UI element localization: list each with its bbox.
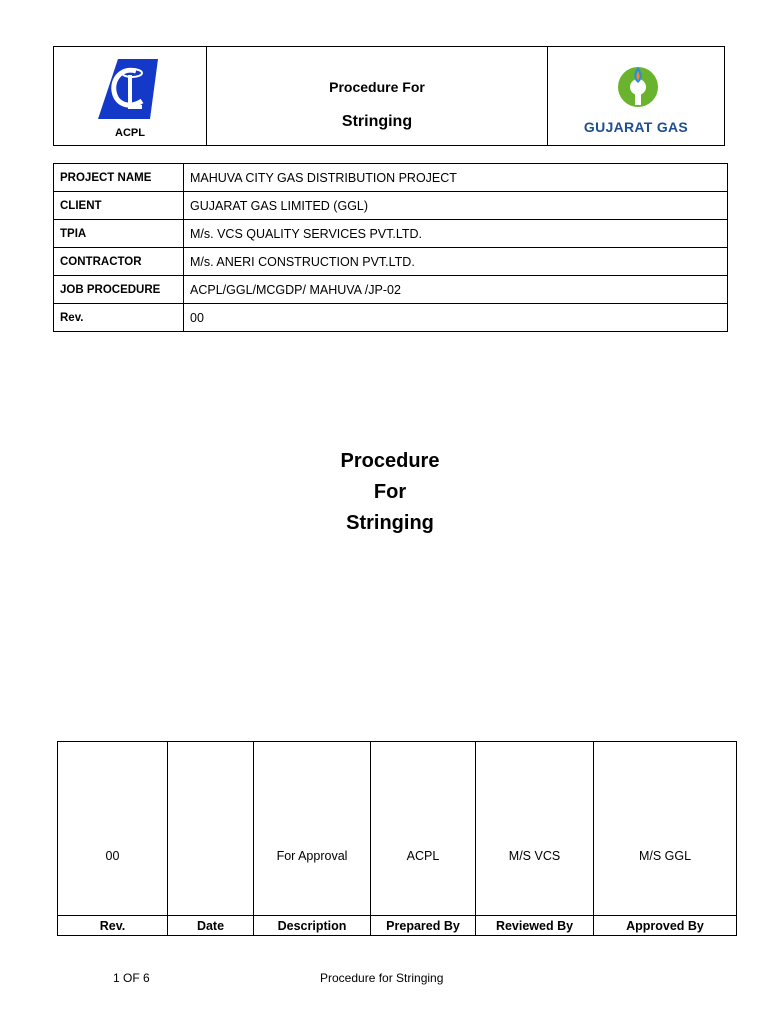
info-label: CLIENT — [54, 192, 184, 220]
column-header: Description — [254, 916, 371, 936]
acpl-logo-icon — [96, 57, 164, 123]
info-label: CONTRACTOR — [54, 248, 184, 276]
main-title-line2: For — [373, 481, 407, 503]
column-header: Approved By — [594, 916, 737, 936]
info-value: 00 — [184, 304, 728, 332]
header-title-line1: Procedure For — [329, 79, 425, 95]
company-name: ACPL — [115, 127, 145, 139]
client-logo-cell — [548, 47, 724, 145]
main-title — [0, 446, 768, 539]
main-title-line3: Stringing — [346, 512, 434, 534]
table-row — [54, 192, 728, 220]
revision-value: ACPL — [371, 742, 476, 916]
table-row — [54, 164, 728, 192]
document-header — [53, 46, 725, 146]
main-title-line1: Procedure — [340, 450, 440, 472]
info-value: M/s. ANERI CONSTRUCTION PVT.LTD. — [184, 248, 728, 276]
column-header: Date — [168, 916, 254, 936]
revision-value — [168, 742, 254, 916]
info-label: TPIA — [54, 220, 184, 248]
info-label: PROJECT NAME — [54, 164, 184, 192]
info-label: JOB PROCEDURE — [54, 276, 184, 304]
info-label: Rev. — [54, 304, 184, 332]
table-row — [54, 220, 728, 248]
table-row — [58, 742, 737, 916]
header-title-cell — [207, 47, 548, 145]
page-number: 1 OF 6 — [113, 971, 150, 985]
project-info-table — [53, 163, 728, 332]
column-header: Rev. — [58, 916, 168, 936]
revision-value: For Approval — [254, 742, 371, 916]
company-logo-cell — [54, 47, 207, 145]
revision-table — [57, 741, 737, 936]
revision-value: 00 — [58, 742, 168, 916]
footer-doc-title: Procedure for Stringing — [320, 971, 444, 985]
revision-value: M/S VCS — [476, 742, 594, 916]
revision-value: M/S GGL — [594, 742, 737, 916]
table-row — [54, 304, 728, 332]
info-value: MAHUVA CITY GAS DISTRIBUTION PROJECT — [184, 164, 728, 192]
table-row — [54, 276, 728, 304]
client-logo-text: GUJARAT GAS — [583, 119, 689, 135]
info-value: GUJARAT GAS LIMITED (GGL) — [184, 192, 728, 220]
header-title-line2: Stringing — [341, 113, 413, 130]
table-header-row — [58, 916, 737, 936]
column-header: Prepared By — [371, 916, 476, 936]
column-header: Reviewed By — [476, 916, 594, 936]
table-row — [54, 248, 728, 276]
info-value: ACPL/GGL/MCGDP/ MAHUVA /JP-02 — [184, 276, 728, 304]
info-value: M/s. VCS QUALITY SERVICES PVT.LTD. — [184, 220, 728, 248]
gujarat-gas-logo-icon — [578, 65, 698, 117]
